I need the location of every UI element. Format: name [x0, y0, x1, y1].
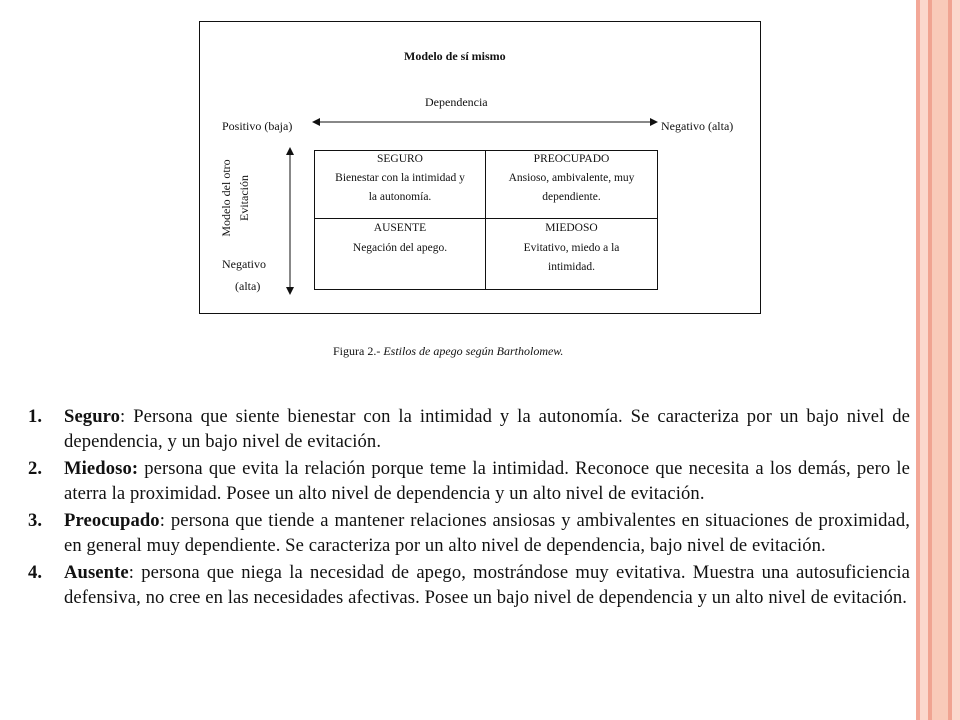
vertical-double-arrow-icon	[284, 147, 296, 295]
quadrant-line: intimidad.	[548, 261, 595, 273]
quadrant-title: MIEDOSO	[545, 222, 598, 234]
list-item	[28, 508, 910, 558]
attachment-styles-list	[28, 404, 910, 612]
decorative-stripe	[952, 0, 960, 720]
quadrant-title: AUSENTE	[373, 222, 427, 234]
other-model-label: Modelo del otro	[219, 159, 233, 237]
list-item	[28, 560, 910, 610]
item-term: Ausente	[64, 562, 129, 583]
caption-text: Estilos de apego según Bartholomew.	[383, 344, 564, 358]
list-item	[28, 456, 910, 506]
list-item	[28, 404, 910, 454]
avoidance-label: Evitación	[237, 175, 251, 221]
item-number: 2.	[28, 458, 43, 479]
quadrant-miedoso	[486, 219, 657, 289]
negative-high-label: Negativo (alta)	[661, 119, 734, 133]
attachment-quadrant-grid	[314, 150, 658, 290]
quadrant-ausente	[315, 219, 486, 289]
caption-prefix: Figura 2.-	[333, 344, 381, 358]
quadrant-line: dependiente.	[542, 191, 601, 203]
positive-low-label: Positivo (baja)	[222, 119, 293, 133]
quadrant-preocupado	[486, 151, 657, 219]
quadrant-line: Evitativo, miedo a la	[523, 242, 620, 254]
dependency-axis-label: Dependencia	[425, 95, 488, 109]
quadrant-seguro	[315, 151, 486, 219]
item-separator: :	[159, 510, 165, 531]
quadrant-line: Bienestar con la intimidad y	[335, 172, 465, 184]
decorative-stripe	[920, 0, 928, 720]
figure-caption	[333, 344, 563, 359]
quadrant-title: SEGURO	[376, 153, 423, 165]
horizontal-double-arrow-icon	[312, 117, 658, 127]
bottom-alta-label: (alta)	[235, 279, 261, 293]
bottom-negative-label: Negativo	[222, 257, 266, 271]
quadrant-line: la autonomía.	[368, 191, 432, 203]
item-text: persona que evita la relación porque teme la intimidad. Reconoce que necesita a los demás, pero le aterra la proximidad. Posee un alto nivel de dependencia y un alto nivel de evitación.	[64, 458, 910, 504]
item-number: 3.	[28, 510, 43, 531]
item-separator: :	[128, 562, 135, 583]
item-term: Miedoso:	[64, 458, 139, 479]
item-text: persona que tiende a mantener relaciones ansiosas y ambivalentes en situaciones de proximidad, en general muy dependiente. Se caracteriza por un alto nivel de dependencia, bajo nivel de evitación.	[64, 510, 910, 556]
figure-title: Modelo de sí mismo	[404, 49, 506, 63]
item-text: Persona que siente bienestar con la intimidad y la autonomía. Se caracteriza por un bajo nivel de dependencia, y un bajo nivel de evitación.	[64, 406, 910, 452]
item-term: Seguro	[64, 406, 121, 427]
item-number: 4.	[28, 562, 43, 583]
decorative-stripe	[932, 0, 948, 720]
quadrant-line: Ansioso, ambivalente, muy	[508, 172, 635, 184]
item-number: 1.	[28, 406, 43, 427]
attachment-styles-figure	[199, 21, 761, 314]
item-text: persona que niega la necesidad de apego, mostrándose muy evitativa. Muestra una autosuficiencia defensiva, no cree en las necesidades afectivas. Posee un bajo nivel de dependencia y un alto nivel de evitación.	[64, 562, 910, 608]
item-separator: :	[120, 406, 126, 427]
quadrant-title: PREOCUPADO	[533, 153, 610, 165]
item-term: Preocupado	[64, 510, 160, 531]
quadrant-line: Negación del apego.	[352, 242, 448, 254]
